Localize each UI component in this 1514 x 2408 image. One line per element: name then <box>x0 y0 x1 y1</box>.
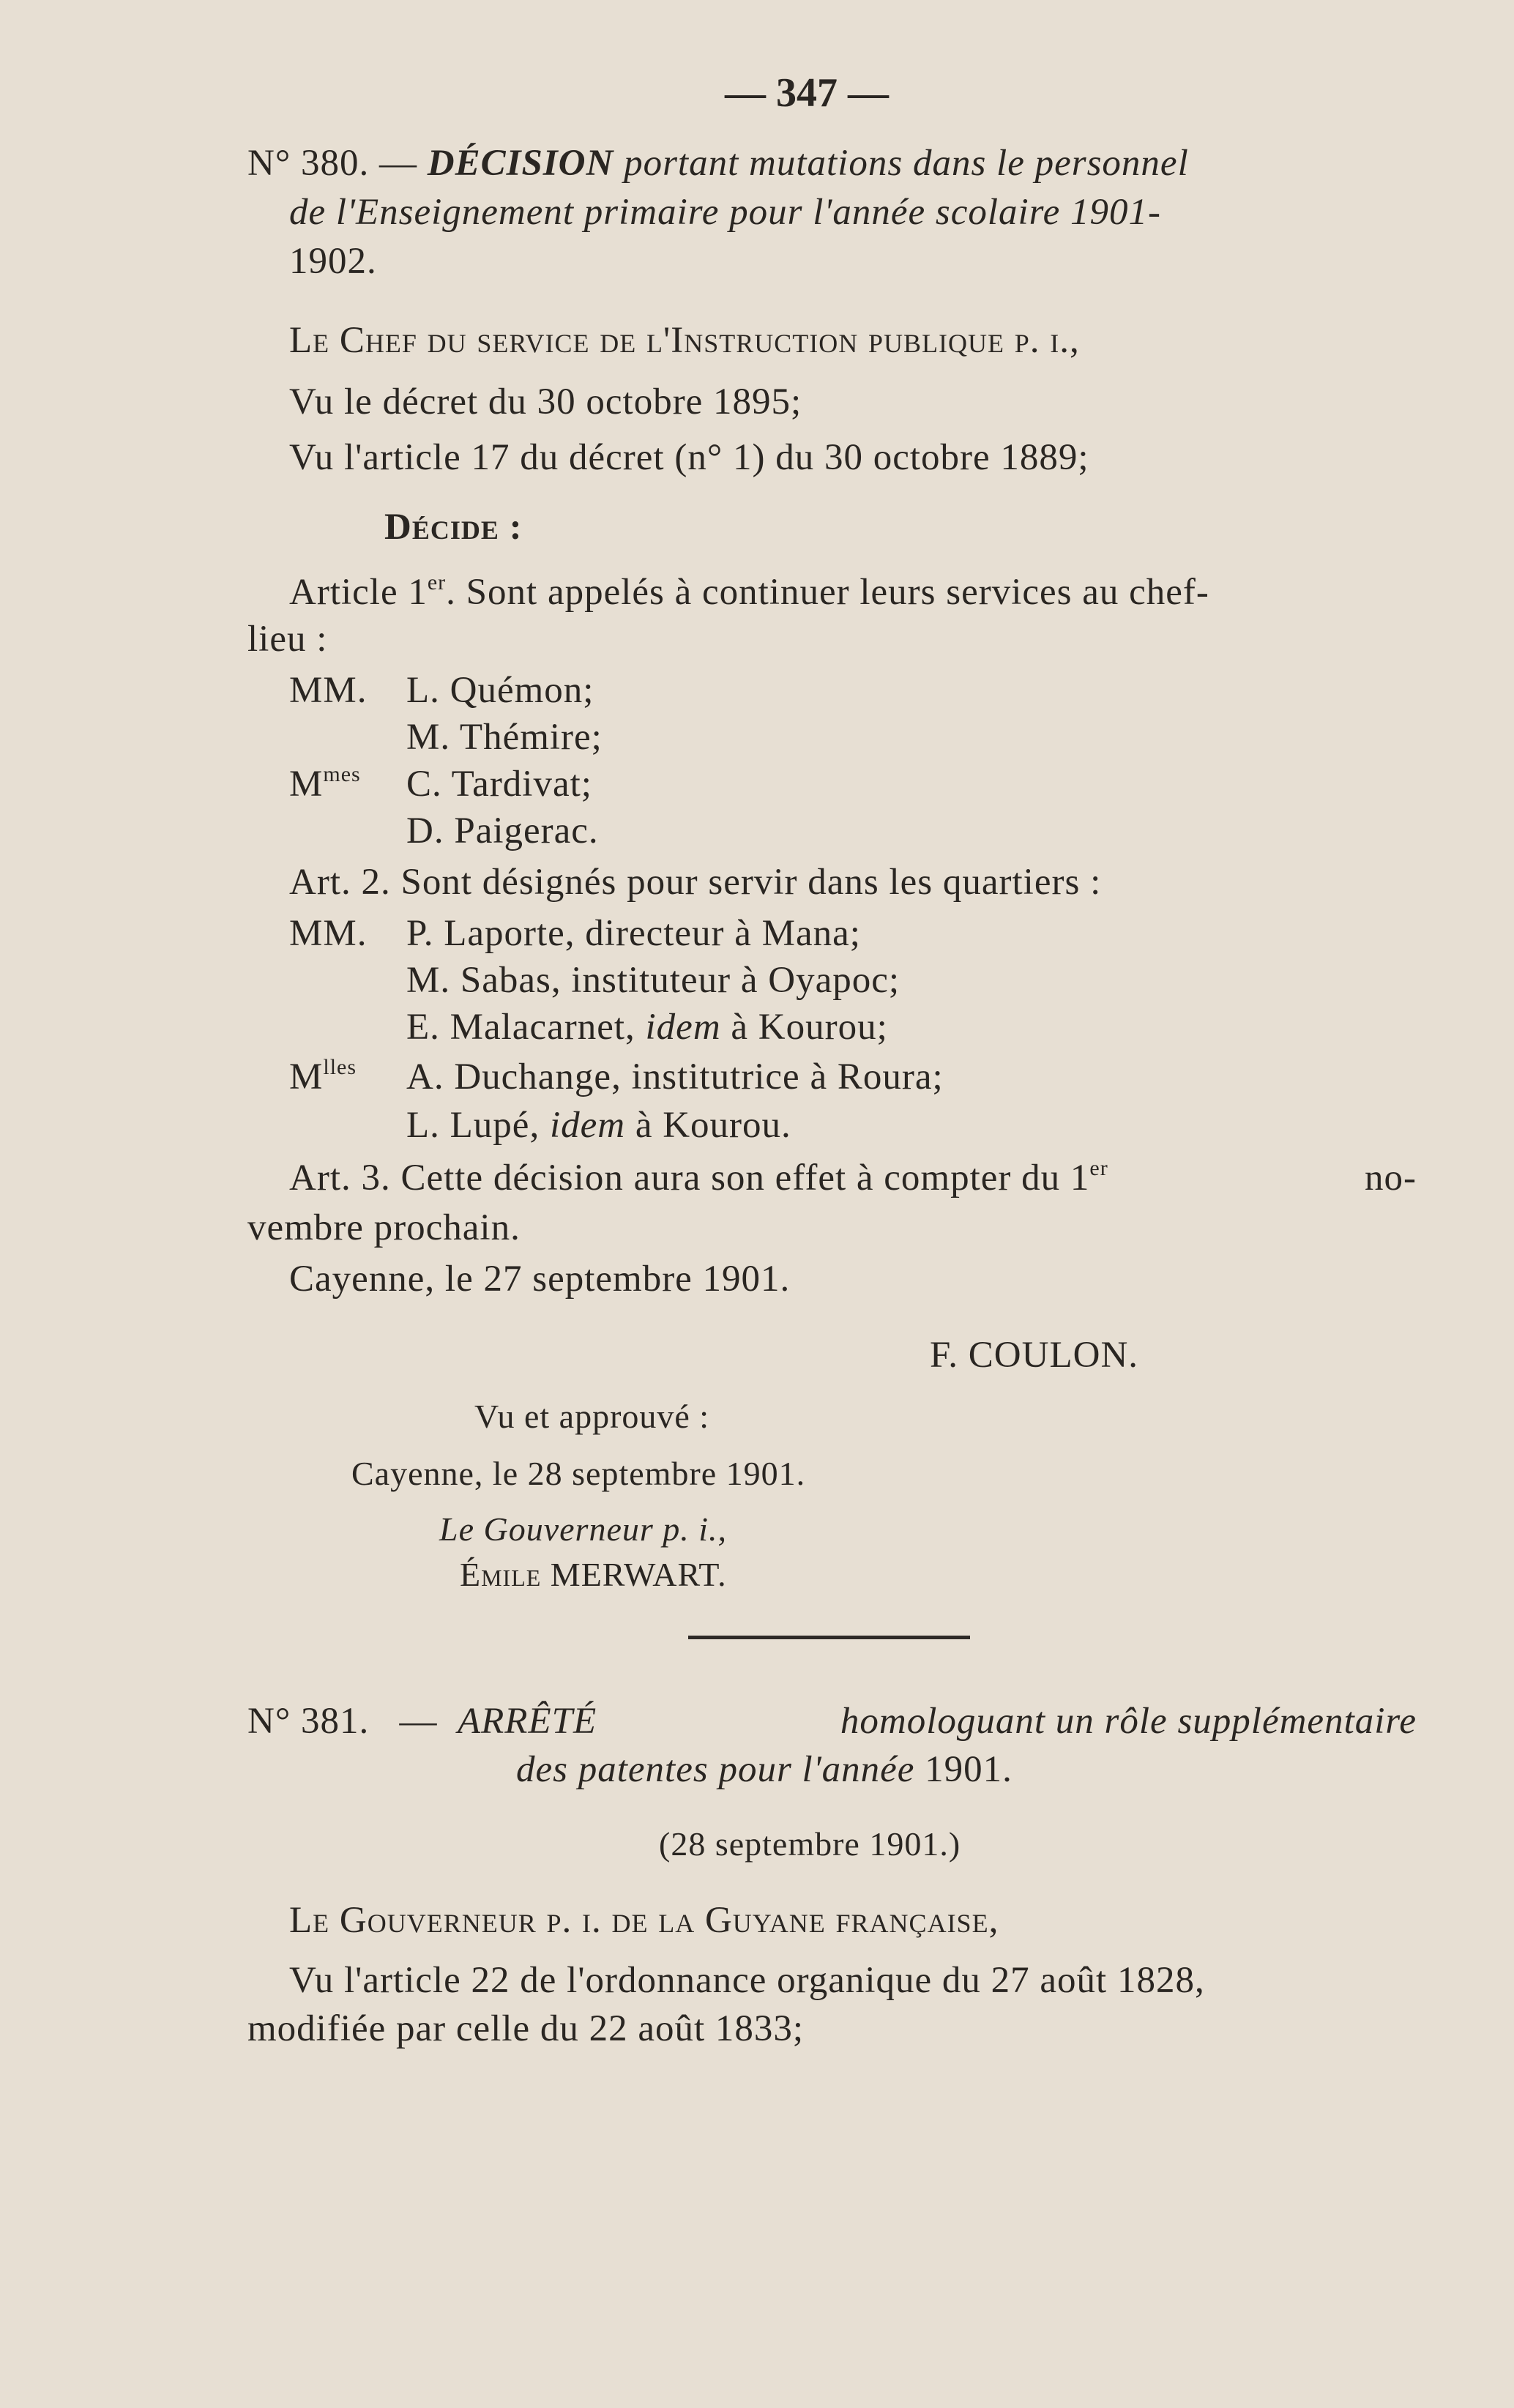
article-1-text: . Sont appelés à continuer leurs services au chef- <box>446 572 1209 613</box>
mlles-label-sup: lles <box>323 1055 357 1079</box>
article-3-text: Art. 3. Cette décision aura son effet à compter du 1 <box>289 1158 1090 1199</box>
page-number: — 347 — <box>725 70 889 116</box>
lupe-place: à Kourou. <box>635 1105 791 1146</box>
arrete-381-year: 1901. <box>925 1749 1013 1790</box>
list-item-malacarnet <box>406 1009 888 1046</box>
article-3-text-part <box>289 1156 1108 1199</box>
mmes-label <box>289 762 361 805</box>
article-1-label: Article 1 <box>289 572 428 613</box>
mm2-label: MM. <box>289 913 368 954</box>
decision-380-title-line3: 1902. <box>289 241 377 282</box>
list-item-laporte: P. Laporte, directeur à Mana; <box>406 913 861 954</box>
list-item-lupe <box>406 1107 791 1144</box>
arrete-381-title-line2-text: des patentes pour l'année <box>516 1749 915 1790</box>
article-3-line1 <box>289 1156 1417 1199</box>
arrete-381-vu2: modifiée par celle du 22 août 1833; <box>247 2008 805 2049</box>
authority-line: Le Chef du service de l'Instruction publique p. i., <box>289 320 1080 361</box>
decision-380-title-rest: portant mutations dans le personnel <box>624 143 1189 184</box>
governor-name: Émile MERWART. <box>460 1556 727 1593</box>
list-item-sabas: M. Sabas, instituteur à Oyapoc; <box>406 960 900 1001</box>
lupe-name: L. Lupé, <box>406 1105 540 1146</box>
mlles-label-text: M <box>289 1056 324 1097</box>
arrete-381-title-word: ARRÊTÉ <box>457 1701 597 1742</box>
arrete-381-date: (28 septembre 1901.) <box>659 1825 961 1863</box>
arrete-381-title-rest: homologuant un rôle supplémentaire <box>840 1701 1417 1742</box>
mmes-label-text: M <box>289 764 324 805</box>
approved-date: Cayenne, le 28 septembre 1901. <box>351 1455 806 1492</box>
lupe-idem: idem <box>549 1105 626 1146</box>
governor-title: Le Gouverneur p. i., <box>439 1510 728 1548</box>
list-item-themire: M. Thémire; <box>406 717 603 758</box>
malacarnet-idem: idem <box>645 1007 721 1048</box>
vu-article-17: Vu l'article 17 du décret (n° 1) du 30 octobre 1889; <box>289 437 1089 478</box>
list-item-quemon: L. Quémon; <box>406 670 594 711</box>
list-item-paigerac: D. Paigerac. <box>406 810 599 851</box>
arrete-381-authority: Le Gouverneur p. i. de la Guyane française, <box>289 1900 999 1941</box>
list-item-duchange: A. Duchange, institutrice à Roura; <box>406 1056 944 1097</box>
decision-380-heading <box>247 145 1419 182</box>
article-3-hyphen-word: no- <box>1365 1158 1417 1199</box>
approved-line: Vu et approuvé : <box>474 1398 710 1435</box>
mmes-label-sup: mes <box>323 762 361 786</box>
decision-380-number: N° 380. <box>247 143 370 184</box>
article-2-line: Art. 2. Sont désignés pour servir dans les quartiers : <box>289 862 1102 903</box>
decision-380-title-line2: de l'Enseignement primaire pour l'année scolaire 1901- <box>289 192 1161 233</box>
decision-380-title-word: DÉCISION <box>427 143 614 184</box>
article-1-sup: er <box>427 570 447 594</box>
arrete-381-heading <box>247 1703 1417 1740</box>
article-3-line2: vembre prochain. <box>247 1207 521 1248</box>
list-item-tardivat: C. Tardivat; <box>406 764 592 805</box>
signature-coulon: F. COULON. <box>930 1335 1139 1376</box>
article-1-line1 <box>289 570 1209 613</box>
malacarnet-name: E. Malacarnet, <box>406 1007 635 1048</box>
place-date: Cayenne, le 27 septembre 1901. <box>289 1259 791 1300</box>
mlles-label <box>289 1055 357 1097</box>
vu-decret-1895: Vu le décret du 30 octobre 1895; <box>289 381 802 422</box>
arrete-381-lead <box>247 1703 597 1740</box>
article-1-line2: lieu : <box>247 619 328 660</box>
arrete-381-dash: — <box>399 1701 438 1742</box>
arrete-381-vu1: Vu l'article 22 de l'ordonnance organique du 27 août 1828, <box>289 1960 1205 2001</box>
section-divider <box>688 1636 970 1639</box>
malacarnet-place: à Kourou; <box>731 1007 888 1048</box>
decide-heading: Décide : <box>384 507 523 548</box>
article-3-sup: er <box>1089 1156 1108 1180</box>
mm-label: MM. <box>289 670 368 711</box>
arrete-381-title-line2 <box>516 1751 1013 1789</box>
arrete-381-number: N° 381. <box>247 1701 370 1742</box>
decision-380-dash: — <box>378 143 417 184</box>
